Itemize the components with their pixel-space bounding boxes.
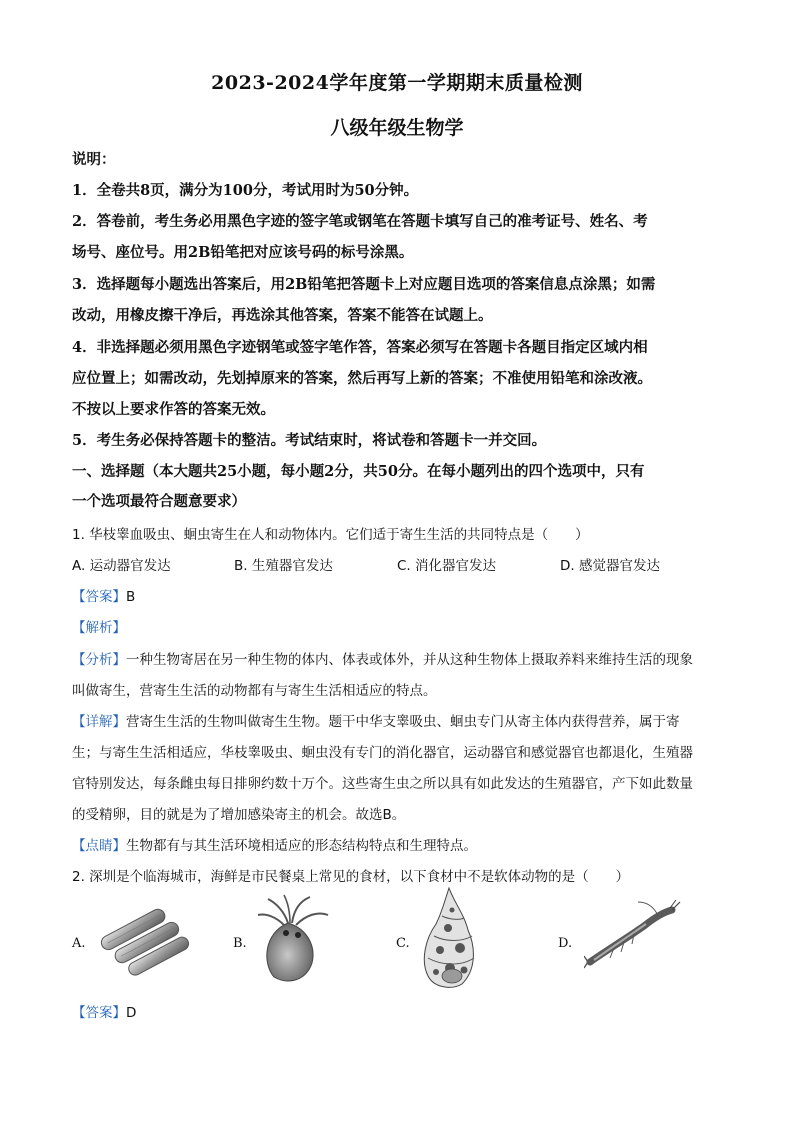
- instructions-heading: 说明：: [72, 151, 116, 168]
- answer-value: B: [126, 589, 136, 605]
- exam-subtitle: 八级年级生物学: [330, 117, 464, 139]
- q2-option-a-label: A.: [72, 936, 86, 951]
- q1-xiangjie-cont: 的受精卵，目的就是为了增加感染寄主的机会。故选B。: [72, 807, 406, 823]
- analysis-tag: 【解析】: [72, 620, 126, 636]
- instruction-line: 不按以上要求作答的答案无效。: [72, 401, 275, 418]
- instruction-line: 场号、座位号。用2B铅笔把对应该号码的标号涂黑。: [72, 244, 414, 261]
- answer-tag: 【答案】: [72, 589, 126, 605]
- q1-xiangjie-cont: 官特别发达，每条雌虫每日排卵约数十万个。这些寄生虫之所以具有如此发达的生殖器官，产下如此数量: [72, 776, 693, 792]
- exam-title: 2023-2024学年度第一学期期末质量检测: [211, 72, 583, 94]
- razor-clam-image: [92, 902, 200, 984]
- dianjing-text: 生物都有与其生活环境相适应的形态结构特点和生理特点。: [126, 838, 477, 854]
- shrimp-image: [584, 900, 682, 970]
- q1-option-d: D. 感觉器官发达: [560, 558, 660, 574]
- instruction-line: 5．考生务必保持答题卡的整洁。考试结束时，将试卷和答题卡一并交回。: [72, 432, 547, 449]
- instruction-line: 应位置上；如需改动，先划掉原来的答案，然后再写上新的答案；不准使用铅笔和涂改液。: [72, 370, 652, 387]
- q1-xiangjie: [72, 712, 732, 732]
- q1-option-a: A. 运动器官发达: [72, 558, 171, 574]
- q1-analysis-heading: [72, 618, 732, 638]
- instruction-line: 1．全卷共8页，满分为100分，考试用时为50分钟。: [72, 182, 419, 199]
- q2-stem: 2. 深圳是个临海城市，海鲜是市民餐桌上常见的食材，以下食材中不是软体动物的是（ ）: [72, 869, 630, 885]
- fenxi-text: 一种生物寄居在另一种生物的体内、体表或体外，并从这种生物体上摄取养料来维持生活的现象: [126, 652, 693, 668]
- section-heading-cont: 一个选项最符合题意要求）: [72, 493, 246, 510]
- q1-fenxi-cont: 叫做寄生，营寄生生活的动物都有与寄生生活相适应的特点。: [72, 683, 437, 699]
- dianjing-tag: 【点睛】: [72, 838, 126, 854]
- section-heading: 一、选择题（本大题共25小题，每小题2分，共50分。在每小题列出的四个选项中，只有: [72, 463, 645, 480]
- q2-option-c-label: C.: [396, 936, 410, 951]
- answer-value: D: [126, 1005, 137, 1021]
- answer-tag: 【答案】: [72, 1005, 126, 1021]
- q1-xiangjie-cont: 生；与寄生生活相适应，华枝睾吸虫、蛔虫没有专门的消化器官，运动器官和感觉器官也都退化，生殖器: [72, 745, 693, 761]
- instruction-line: 2．答卷前，考生务必用黑色字迹的签字笔或钢笔在答题卡填写自己的准考证号、姓名、考: [72, 213, 648, 230]
- q2-answer: [72, 1003, 732, 1023]
- q2-option-b-label: B.: [233, 936, 247, 951]
- instruction-line: 4．非选择题必须用黑色字迹钢笔或签字笔作答，答案必须写在答题卡各题目指定区域内相: [72, 339, 648, 356]
- xiangjie-tag: 【详解】: [72, 714, 126, 730]
- xiangjie-text: 营寄生生活的生物叫做寄生生物。题干中华支睾吸虫、蛔虫专门从寄主体内获得营养，属于寄: [126, 714, 680, 730]
- q1-dianjing: [72, 836, 732, 856]
- instruction-line: 3．选择题每小题选出答案后，用2B铅笔把答题卡上对应题目选项的答案信息点涂黑；如需: [72, 276, 656, 293]
- q1-option-c: C. 消化器官发达: [397, 558, 497, 574]
- instruction-line: 改动，用橡皮擦干净后，再选涂其他答案，答案不能答在试题上。: [72, 307, 493, 324]
- q1-stem: 1. 华枝睾血吸虫、蛔虫寄生在人和动物体内。它们适于寄生生活的共同特点是（ ）: [72, 527, 589, 543]
- squid-image: [254, 893, 336, 989]
- sea-snail-image: [418, 886, 480, 990]
- q2-option-d-label: D.: [558, 936, 573, 951]
- q1-fenxi: [72, 650, 732, 670]
- q1-answer: [72, 587, 732, 607]
- fenxi-tag: 【分析】: [72, 652, 126, 668]
- q1-option-b: B. 生殖器官发达: [234, 558, 333, 574]
